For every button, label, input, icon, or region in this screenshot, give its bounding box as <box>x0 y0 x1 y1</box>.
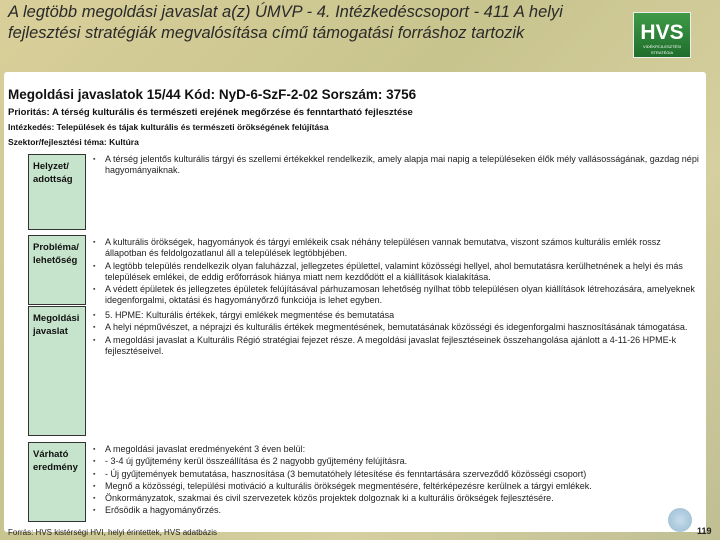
list-item: ▪ - Új gyűjtemények bemutatása, hasznosítása (3 bemutatóhely létesítése és fenntartására szerveződő közösségi csoport) <box>93 469 703 480</box>
list-item: ▪ - 3-4 új gyűjtemény kerül összeállítása és 2 nagyobb gyűjtemény felújításra. <box>93 456 703 467</box>
source-note: Forrás: HVS kistérségi HVI, helyi érintettek, HVS adatbázis <box>8 528 217 537</box>
slide-title: A legtöbb megoldási javaslat a(z) ÚMVP - 4. Intézkedéscsoport - 411 A helyi fejlesztési stratégiák megvalósítása című támogatási forráshoz tartozik <box>8 3 563 42</box>
list-item: ▪ A térség jelentős kulturális tárgyi és szellemi értékekkel rendelkezik, amely alapja mai napig a településeken élők mély vallásosságának, gazdag népi hagyományaiknak. <box>93 154 703 177</box>
list-item: ▪ 5. HPME: Kulturális értékek, tárgyi emlékek megmentése és bemutatása <box>93 310 703 321</box>
page-number: 119 <box>697 526 712 536</box>
list-item: ▪ A védett épületek és jellegzetes épületek felújításával párhuzamosan lehetőség nyílhat több településen olyan kiállítások létrehozására, amelyeknek idegenforgalmi, oktatási és hagyományőrző funkciója is lehet egyben. <box>93 284 703 307</box>
list-item: ▪ A megoldási javaslat eredményeként 3 éven belül: <box>93 444 703 455</box>
problem-list <box>93 237 703 308</box>
list-item: ▪ Megnő a közösségi, települési motiváció a kulturális örökségek megmentésére, feltérképezésre kerülnek a tárgyi emlékek. <box>93 481 703 492</box>
list-item: ▪ Erősödik a hagyományőrzés. <box>93 505 703 516</box>
list-item: ▪ Önkormányzatok, szakmai és civil szervezetek közös projektek dolgoznak ki a kulturális örökségek fejlesztésére. <box>93 493 703 504</box>
situation-list <box>93 154 703 178</box>
globe-logo-icon <box>668 508 692 532</box>
label-solution: Megoldási javaslat <box>28 306 86 436</box>
label-problem: Probléma/ lehetőség <box>28 235 86 305</box>
sector: Szektor/fejlesztési téma: Kultúra <box>8 137 139 147</box>
label-situation: Helyzet/ adottság <box>28 154 86 230</box>
list-item: ▪ A kulturális örökségek, hagyományok és tárgyi emlékeik csak néhány településen vannak bemutatva, viszont számos kulturális emlék rossz állapotban és feldolgozatlanul áll a települések legtöbbjében. <box>93 237 703 260</box>
list-item: ▪ A legtöbb település rendelkezik olyan faluházzal, jellegzetes épülettel, valamint közösségi hellyel, ahol bemutatásra kerülhetnének a helyi és más települések emlékei, de eddig erőforrások hiánya miatt nem kezdődött el a kiállítások kialakítása. <box>93 261 703 284</box>
result-list <box>93 444 703 518</box>
hvs-logo: HVS VIDÉKFEJLESZTÉSI STRATÉGIA <box>633 12 691 58</box>
measure: Intézkedés: Települések és tájak kulturális és természeti örökségének felújítása <box>8 122 329 132</box>
list-item: ▪ A megoldási javaslat a Kulturális Régió stratégiai fejezet része. A megoldási javaslat fejlesztéseinek összehangolása ajánlott a 4-11-26 HPME-k fejlesztéseivel. <box>93 335 703 358</box>
solution-list <box>93 310 703 358</box>
list-item: ▪ A helyi népművészet, a néprajzi és kulturális értékek megmentésének, bemutatásának közösségi és idegenforgalmi hasznosításának támogatása. <box>93 322 703 333</box>
label-result: Várható eredmény <box>28 442 86 522</box>
page-title: Megoldási javaslatok 15/44 Kód: NyD-6-SzF-2-02 Sorszám: 3756 <box>8 87 417 102</box>
priority: Prioritás: A térség kulturális és természeti erejének megőrzése és fenntartható fejlesztése <box>8 107 413 118</box>
